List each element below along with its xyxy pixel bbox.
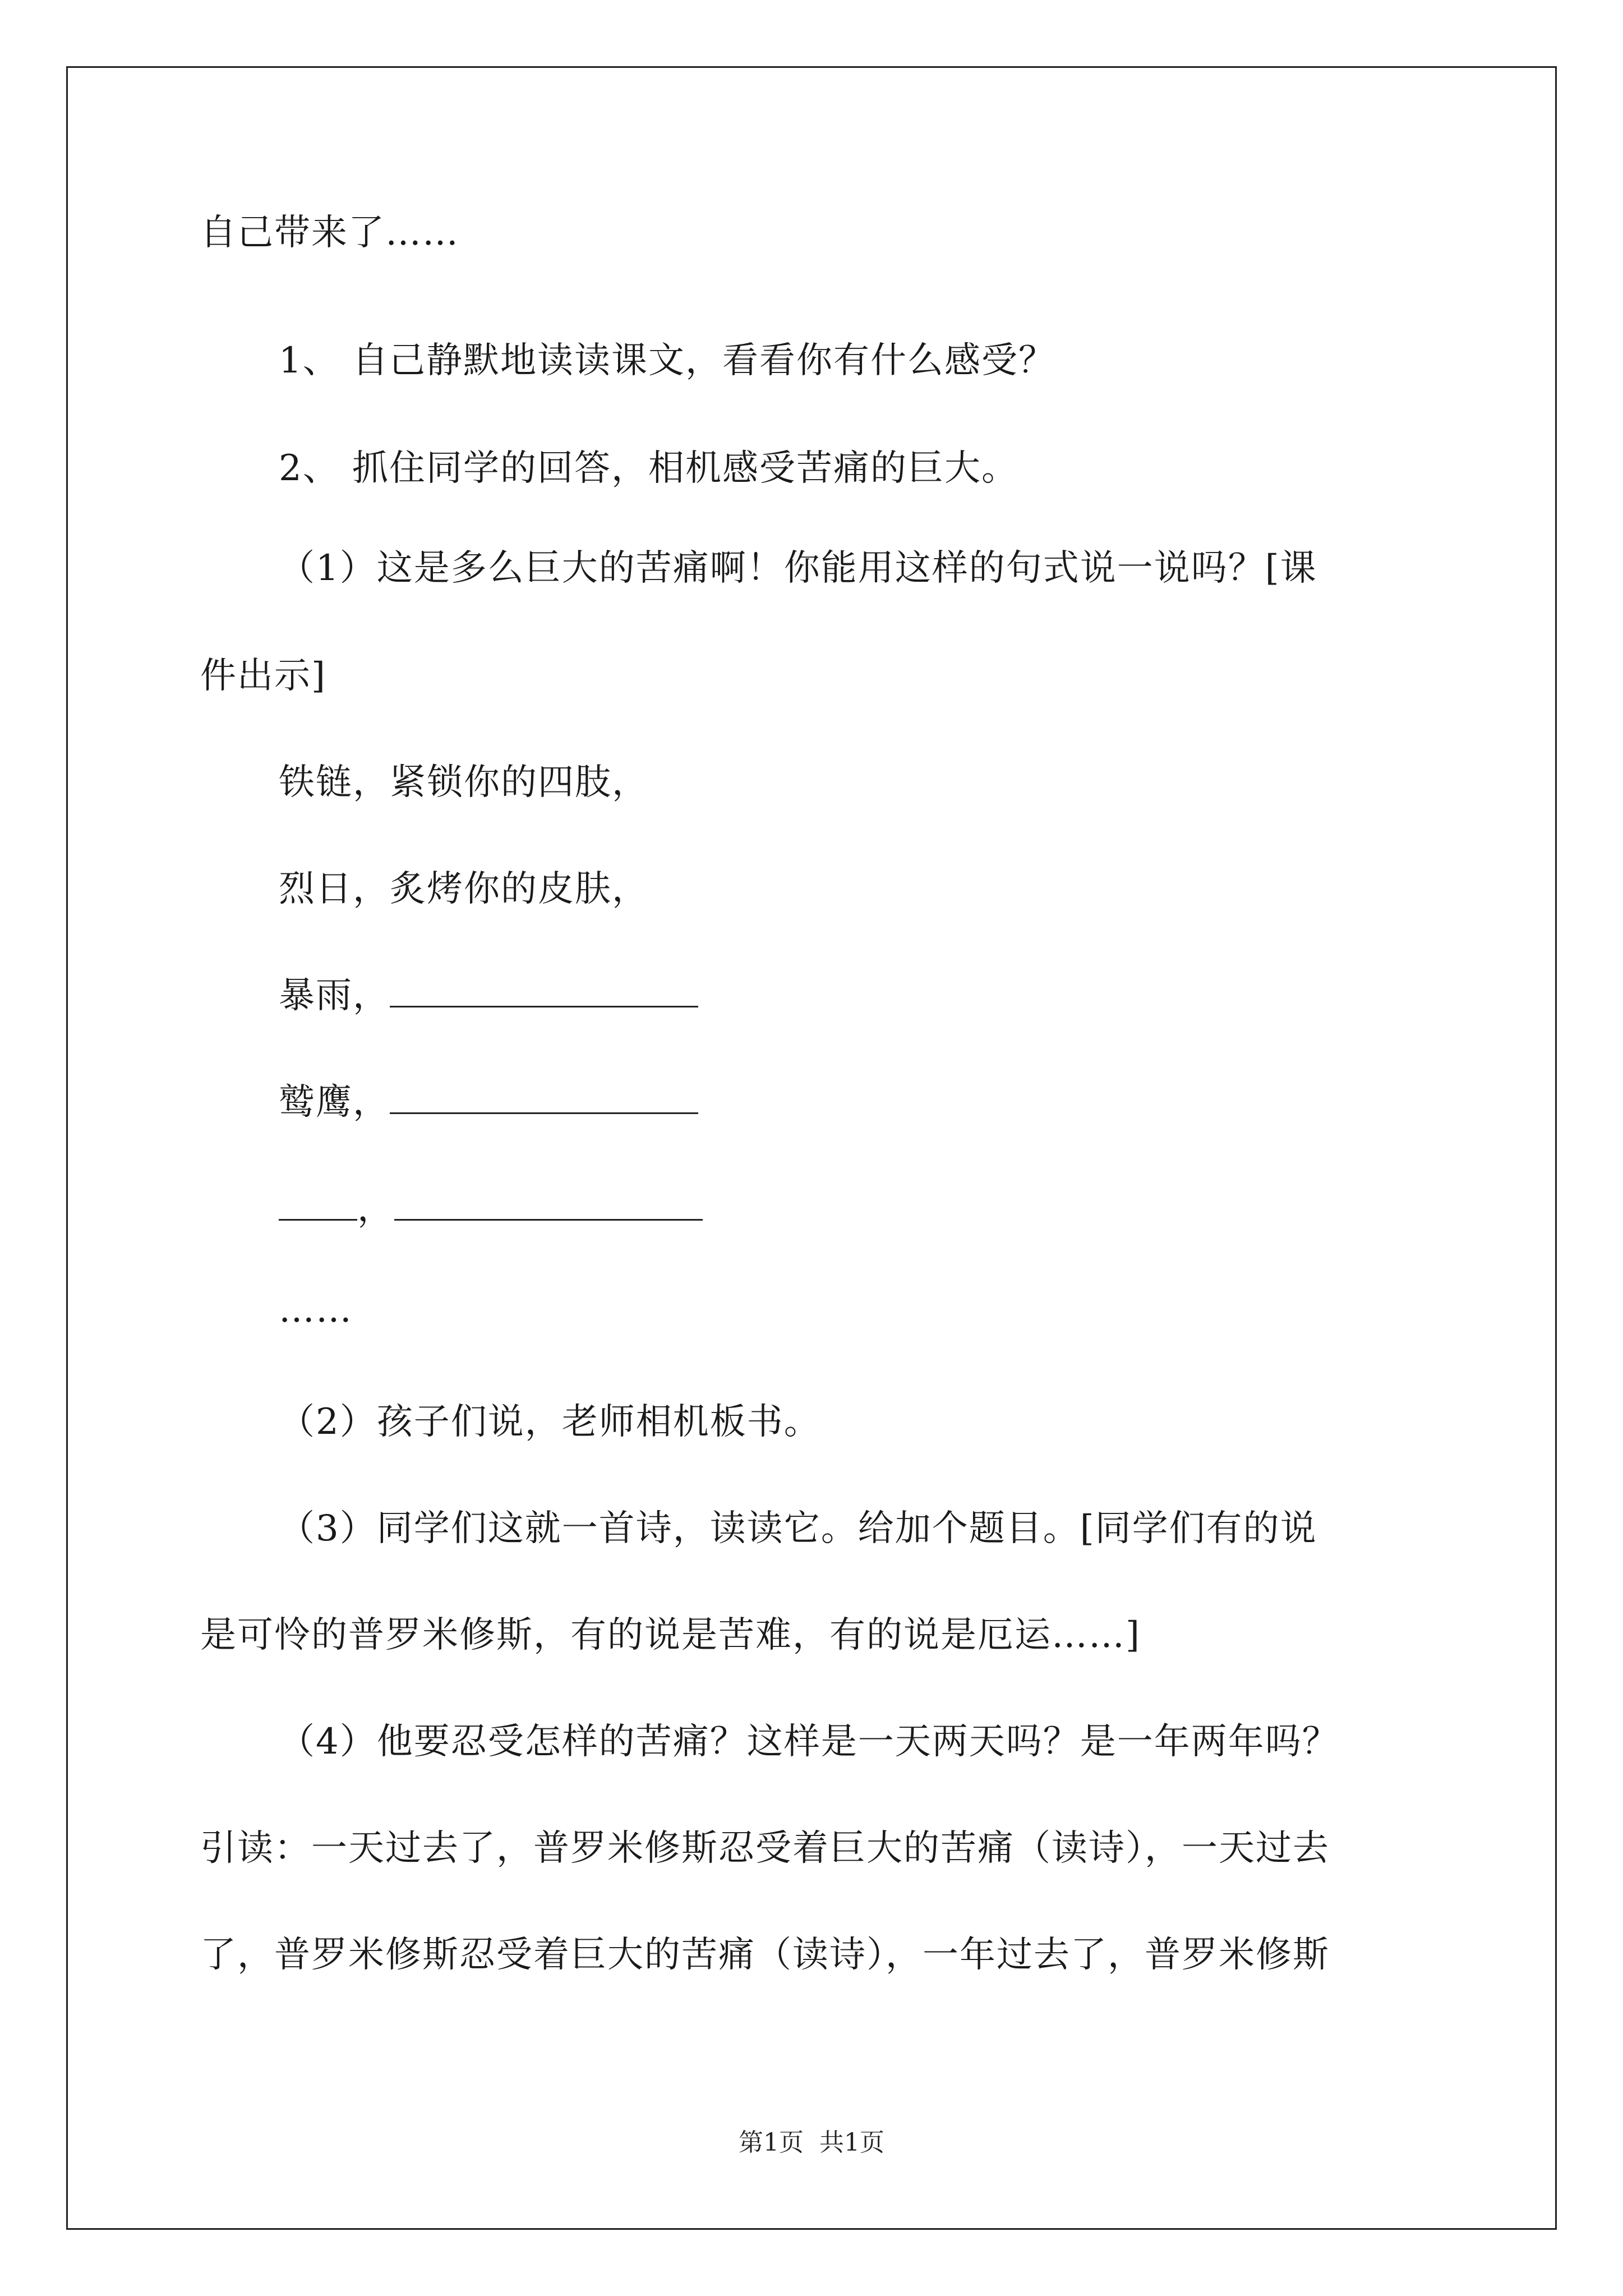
text-line: 暴雨， <box>279 975 390 1016</box>
blank-underline <box>279 1188 357 1221</box>
text-line: 铁链，紧锁你的四肢， <box>279 762 649 803</box>
text-line: 自己带来了…… <box>200 212 459 254</box>
fill-blank-line <box>279 1080 698 1125</box>
text-line: （4）他要忍受怎样的苦痛？这样是一天两天吗？是一年两年吗？ <box>279 1721 1339 1763</box>
text-line: （1）这是多么巨大的苦痛啊！你能用这样的句式说一说吗？[课 <box>279 547 1317 589</box>
text-line: 是可怜的普罗米修斯，有的说是苦难，有的说是厄运……] <box>200 1614 1141 1656</box>
text-line: …… <box>279 1289 353 1331</box>
text-line: 引读：一天过去了，普罗米修斯忍受着巨大的苦痛（读诗），一天过去 <box>200 1828 1330 1869</box>
text-line: 了，普罗米修斯忍受着巨大的苦痛（读诗），一年过去了，普罗米修斯 <box>200 1934 1330 1976</box>
text-line: 1、 自己静默地读读课文，看看你有什么感受？ <box>279 340 1056 381</box>
text-line: 烈日，炙烤你的皮肤， <box>279 868 649 910</box>
fill-blank-line <box>279 973 698 1018</box>
page-footer <box>0 2126 1623 2160</box>
blank-underline <box>390 1081 698 1114</box>
fill-blank-line <box>279 1186 703 1231</box>
blank-underline <box>394 1188 703 1221</box>
page-total: 共1页 <box>819 2128 884 2157</box>
blank-underline <box>390 974 698 1007</box>
text-line: （2）孩子们说，老师相机板书。 <box>279 1401 821 1443</box>
text-line: （3）同学们这就一首诗，读读它。给加个题目。[同学们有的说 <box>279 1508 1317 1549</box>
text-line: 鹫鹰， <box>279 1082 390 1123</box>
text-line: 2、 抓住同学的回答，相机感受苦痛的巨大。 <box>279 448 1019 489</box>
text-line: ， <box>357 1188 394 1230</box>
text-line: 件出示] <box>200 655 326 697</box>
page-number: 第1页 <box>739 2128 804 2157</box>
page-border <box>66 66 1557 2230</box>
